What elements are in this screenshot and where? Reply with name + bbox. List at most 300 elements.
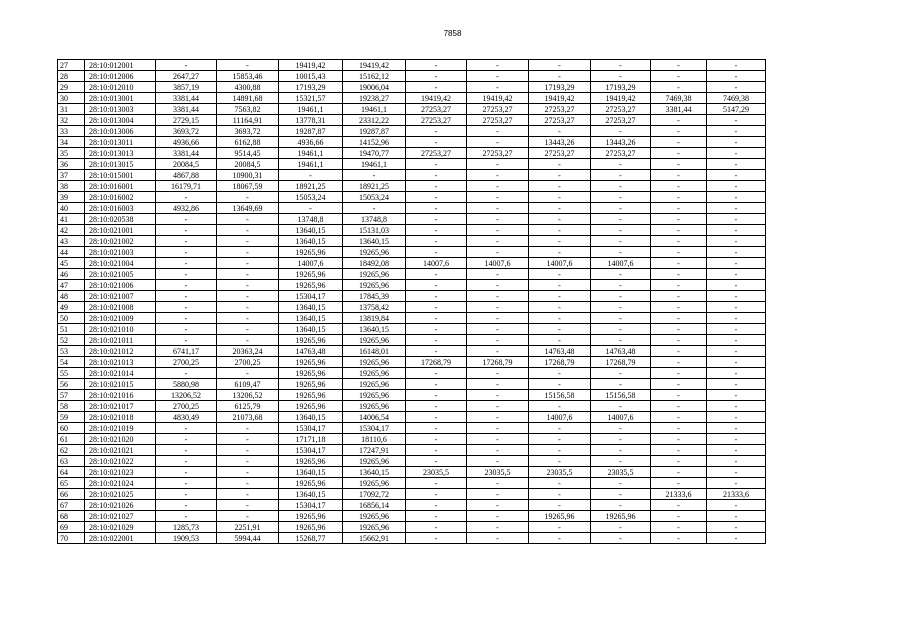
value-cell: 15131,03 — [343, 225, 406, 236]
value-cell: - — [406, 489, 467, 500]
value-cell: - — [217, 302, 279, 313]
value-cell: - — [217, 445, 279, 456]
value-cell: - — [707, 357, 766, 368]
value-cell: - — [467, 412, 529, 423]
value-cell: - — [707, 412, 766, 423]
value-cell: - — [217, 214, 279, 225]
cadastral-code-cell: 28:10:021026 — [85, 500, 156, 511]
value-cell: 1285,73 — [156, 522, 217, 533]
value-cell: - — [591, 489, 651, 500]
table-row — [58, 126, 766, 137]
value-cell: - — [467, 269, 529, 280]
value-cell: - — [467, 379, 529, 390]
value-cell: - — [217, 467, 279, 478]
value-cell: - — [467, 159, 529, 170]
value-cell: - — [467, 225, 529, 236]
value-cell: - — [406, 445, 467, 456]
value-cell: - — [529, 522, 591, 533]
value-cell: - — [529, 324, 591, 335]
value-cell: 18067,59 — [217, 181, 279, 192]
table-row — [58, 115, 766, 126]
value-cell: 13640,15 — [279, 313, 343, 324]
value-cell: 13748,8 — [343, 214, 406, 225]
row-number-cell: 45 — [58, 258, 85, 269]
value-cell: - — [529, 192, 591, 203]
value-cell: - — [707, 401, 766, 412]
value-cell: 4300,88 — [217, 82, 279, 93]
value-cell: - — [651, 291, 707, 302]
table-row — [58, 511, 766, 522]
value-cell: 21333,6 — [651, 489, 707, 500]
table-row — [58, 269, 766, 280]
value-cell: - — [467, 445, 529, 456]
value-cell: - — [529, 170, 591, 181]
value-cell: - — [467, 280, 529, 291]
value-cell: 19265,96 — [279, 379, 343, 390]
table-row — [58, 467, 766, 478]
value-cell: 4936,66 — [279, 137, 343, 148]
value-cell: 2251,91 — [217, 522, 279, 533]
value-cell: - — [707, 445, 766, 456]
value-cell: - — [651, 126, 707, 137]
value-cell: 14007,6 — [529, 258, 591, 269]
value-cell: 19265,96 — [343, 456, 406, 467]
value-cell: - — [591, 500, 651, 511]
cadastral-code-cell: 28:10:021014 — [85, 368, 156, 379]
value-cell: - — [707, 170, 766, 181]
value-cell: 15053,24 — [279, 192, 343, 203]
row-number-cell: 34 — [58, 137, 85, 148]
value-cell: 18492,08 — [343, 258, 406, 269]
cadastral-code-cell: 28:10:021024 — [85, 478, 156, 489]
value-cell: - — [217, 247, 279, 258]
value-cell: - — [651, 401, 707, 412]
value-cell: - — [467, 456, 529, 467]
value-cell: - — [343, 203, 406, 214]
value-cell: - — [529, 247, 591, 258]
table-body — [58, 60, 766, 544]
cadastral-code-cell: 28:10:021010 — [85, 324, 156, 335]
value-cell: 27253,27 — [529, 104, 591, 115]
value-cell: - — [529, 291, 591, 302]
value-cell: - — [707, 181, 766, 192]
value-cell: 27253,27 — [467, 104, 529, 115]
value-cell: - — [707, 467, 766, 478]
value-cell: 5880,98 — [156, 379, 217, 390]
value-cell: - — [707, 500, 766, 511]
value-cell: 19419,42 — [529, 93, 591, 104]
value-cell: 14007,6 — [591, 258, 651, 269]
value-cell: - — [406, 346, 467, 357]
table-row — [58, 280, 766, 291]
value-cell: 19006,04 — [343, 82, 406, 93]
row-number-cell: 58 — [58, 401, 85, 412]
value-cell: 27253,27 — [591, 104, 651, 115]
value-cell: 16179,71 — [156, 181, 217, 192]
value-cell: 14152,96 — [343, 137, 406, 148]
value-cell: - — [529, 181, 591, 192]
value-cell: 13748,8 — [279, 214, 343, 225]
value-cell: 6741,17 — [156, 346, 217, 357]
table-row — [58, 302, 766, 313]
table-row — [58, 401, 766, 412]
value-cell: - — [707, 236, 766, 247]
value-cell: 5994,44 — [217, 533, 279, 544]
value-cell: 4932,86 — [156, 203, 217, 214]
value-cell: - — [529, 500, 591, 511]
value-cell: 9514,45 — [217, 148, 279, 159]
value-cell: 19470,77 — [343, 148, 406, 159]
value-cell: - — [529, 456, 591, 467]
row-number-cell: 28 — [58, 71, 85, 82]
value-cell: 2729,15 — [156, 115, 217, 126]
value-cell: - — [707, 60, 766, 71]
value-cell: 27253,27 — [406, 115, 467, 126]
row-number-cell: 59 — [58, 412, 85, 423]
value-cell: - — [279, 170, 343, 181]
value-cell: 13640,15 — [279, 467, 343, 478]
value-cell: - — [651, 533, 707, 544]
value-cell: 14763,48 — [591, 346, 651, 357]
value-cell: - — [591, 192, 651, 203]
value-cell: - — [707, 434, 766, 445]
value-cell: 19265,96 — [279, 335, 343, 346]
value-cell: - — [591, 478, 651, 489]
value-cell: 3857,19 — [156, 82, 217, 93]
value-cell: - — [467, 247, 529, 258]
value-cell: 13640,15 — [279, 236, 343, 247]
value-cell: - — [156, 423, 217, 434]
row-number-cell: 48 — [58, 291, 85, 302]
value-cell: 19419,42 — [591, 93, 651, 104]
row-number-cell: 53 — [58, 346, 85, 357]
value-cell: 14007,6 — [406, 258, 467, 269]
value-cell: 13819,84 — [343, 313, 406, 324]
row-number-cell: 37 — [58, 170, 85, 181]
value-cell: - — [156, 269, 217, 280]
value-cell: - — [707, 335, 766, 346]
value-cell: - — [217, 324, 279, 335]
table-row — [58, 412, 766, 423]
value-cell: - — [217, 236, 279, 247]
table-row — [58, 291, 766, 302]
value-cell: - — [217, 489, 279, 500]
value-cell: 19265,96 — [343, 357, 406, 368]
value-cell: - — [467, 82, 529, 93]
value-cell: - — [591, 214, 651, 225]
value-cell: - — [651, 137, 707, 148]
row-number-cell: 64 — [58, 467, 85, 478]
value-cell: 13443,26 — [591, 137, 651, 148]
cadastral-code-cell: 28:10:012010 — [85, 82, 156, 93]
value-cell: - — [156, 302, 217, 313]
cadastral-code-cell: 28:10:021006 — [85, 280, 156, 291]
value-cell: - — [707, 368, 766, 379]
value-cell: - — [707, 126, 766, 137]
value-cell: 2700,25 — [217, 357, 279, 368]
value-cell: 6109,47 — [217, 379, 279, 390]
value-cell: - — [406, 434, 467, 445]
value-cell: 13640,15 — [279, 489, 343, 500]
row-number-cell: 43 — [58, 236, 85, 247]
value-cell: - — [651, 192, 707, 203]
value-cell: - — [217, 192, 279, 203]
value-cell: 17247,91 — [343, 445, 406, 456]
value-cell: - — [529, 71, 591, 82]
value-cell: - — [279, 203, 343, 214]
value-cell: - — [217, 291, 279, 302]
value-cell: 20084,5 — [217, 159, 279, 170]
table-row — [58, 478, 766, 489]
value-cell: 5147,29 — [707, 104, 766, 115]
value-cell: - — [651, 269, 707, 280]
value-cell: 15053,24 — [343, 192, 406, 203]
row-number-cell: 63 — [58, 456, 85, 467]
table-row — [58, 445, 766, 456]
value-cell: - — [156, 335, 217, 346]
value-cell: 17268,79 — [529, 357, 591, 368]
value-cell: - — [529, 401, 591, 412]
value-cell: - — [529, 335, 591, 346]
value-cell: - — [467, 60, 529, 71]
value-cell: 13640,15 — [279, 225, 343, 236]
value-cell: 21333,6 — [707, 489, 766, 500]
cadastral-code-cell: 28:10:021017 — [85, 401, 156, 412]
value-cell: 19265,96 — [591, 511, 651, 522]
value-cell: - — [156, 60, 217, 71]
cadastral-code-cell: 28:10:021004 — [85, 258, 156, 269]
value-cell: - — [651, 170, 707, 181]
value-cell: 17268,79 — [467, 357, 529, 368]
value-cell: 23035,5 — [467, 467, 529, 478]
cadastral-code-cell: 28:10:021012 — [85, 346, 156, 357]
cadastral-code-cell: 28:10:021019 — [85, 423, 156, 434]
value-cell: - — [651, 71, 707, 82]
cadastral-code-cell: 28:10:013011 — [85, 137, 156, 148]
value-cell: - — [651, 60, 707, 71]
value-cell: 13640,15 — [343, 236, 406, 247]
value-cell: - — [529, 313, 591, 324]
value-cell: 15304,17 — [279, 291, 343, 302]
row-number-cell: 27 — [58, 60, 85, 71]
cadastral-code-cell: 28:10:021022 — [85, 456, 156, 467]
value-cell: - — [406, 247, 467, 258]
value-cell: 18110,6 — [343, 434, 406, 445]
value-cell: 19265,96 — [279, 401, 343, 412]
value-cell: 15162,12 — [343, 71, 406, 82]
value-cell: - — [217, 60, 279, 71]
table-row — [58, 390, 766, 401]
cadastral-code-cell: 28:10:016002 — [85, 192, 156, 203]
value-cell: - — [467, 346, 529, 357]
value-cell: - — [591, 170, 651, 181]
value-cell: - — [217, 423, 279, 434]
value-cell: - — [467, 401, 529, 412]
value-cell: - — [217, 258, 279, 269]
row-number-cell: 40 — [58, 203, 85, 214]
value-cell: 18921,25 — [279, 181, 343, 192]
value-cell: - — [217, 225, 279, 236]
cadastral-code-cell: 28:10:013013 — [85, 148, 156, 159]
value-cell: - — [467, 236, 529, 247]
table-row — [58, 522, 766, 533]
value-cell: 15156,58 — [591, 390, 651, 401]
value-cell: - — [467, 511, 529, 522]
value-cell: - — [651, 247, 707, 258]
value-cell: - — [591, 522, 651, 533]
value-cell: - — [707, 313, 766, 324]
value-cell: - — [467, 434, 529, 445]
value-cell: 21073,68 — [217, 412, 279, 423]
value-cell: 3381,44 — [651, 104, 707, 115]
value-cell: - — [217, 280, 279, 291]
row-number-cell: 39 — [58, 192, 85, 203]
row-number-cell: 57 — [58, 390, 85, 401]
page-number: 7858 — [443, 29, 462, 38]
value-cell: - — [529, 302, 591, 313]
value-cell: 4867,88 — [156, 170, 217, 181]
value-cell: 19461,1 — [279, 148, 343, 159]
row-number-cell: 41 — [58, 214, 85, 225]
value-cell: - — [406, 335, 467, 346]
value-cell: 15304,17 — [279, 500, 343, 511]
value-cell: - — [707, 82, 766, 93]
value-cell: 19265,96 — [529, 511, 591, 522]
row-number-cell: 60 — [58, 423, 85, 434]
table-row — [58, 313, 766, 324]
cadastral-code-cell: 28:10:016003 — [85, 203, 156, 214]
value-cell: 23312,22 — [343, 115, 406, 126]
value-cell: - — [591, 60, 651, 71]
value-cell: - — [406, 170, 467, 181]
cadastral-code-cell: 28:10:021027 — [85, 511, 156, 522]
value-cell: 13778,31 — [279, 115, 343, 126]
value-cell: 2647,27 — [156, 71, 217, 82]
value-cell: - — [406, 379, 467, 390]
value-cell: - — [591, 225, 651, 236]
row-number-cell: 70 — [58, 533, 85, 544]
value-cell: - — [406, 82, 467, 93]
row-number-cell: 44 — [58, 247, 85, 258]
value-cell: - — [529, 280, 591, 291]
value-cell: - — [156, 324, 217, 335]
value-cell: 14007,6 — [467, 258, 529, 269]
value-cell: 27253,27 — [406, 104, 467, 115]
value-cell: 15304,17 — [279, 445, 343, 456]
value-cell: 19419,42 — [343, 60, 406, 71]
value-cell: - — [529, 203, 591, 214]
value-cell: - — [591, 291, 651, 302]
value-cell: - — [529, 60, 591, 71]
value-cell: - — [406, 324, 467, 335]
value-cell: 19265,96 — [279, 247, 343, 258]
table-row — [58, 434, 766, 445]
value-cell: 17268,79 — [591, 357, 651, 368]
value-cell: - — [707, 71, 766, 82]
value-cell: 17171,18 — [279, 434, 343, 445]
row-number-cell: 33 — [58, 126, 85, 137]
value-cell: - — [591, 126, 651, 137]
value-cell: - — [406, 159, 467, 170]
value-cell: - — [156, 280, 217, 291]
value-cell: - — [406, 423, 467, 434]
value-cell: 19265,96 — [279, 511, 343, 522]
value-cell: 6162,88 — [217, 137, 279, 148]
row-number-cell: 69 — [58, 522, 85, 533]
value-cell: 17845,39 — [343, 291, 406, 302]
value-cell: - — [707, 247, 766, 258]
value-cell: - — [467, 324, 529, 335]
value-cell: - — [651, 115, 707, 126]
value-cell: - — [467, 71, 529, 82]
value-cell: - — [591, 269, 651, 280]
table-row — [58, 335, 766, 346]
value-cell: 3381,44 — [156, 104, 217, 115]
cadastral-code-cell: 28:10:021003 — [85, 247, 156, 258]
value-cell: - — [156, 456, 217, 467]
value-cell: 17193,29 — [591, 82, 651, 93]
row-number-cell: 68 — [58, 511, 85, 522]
cadastral-code-cell: 28:10:015001 — [85, 170, 156, 181]
value-cell: - — [406, 302, 467, 313]
value-cell: - — [651, 478, 707, 489]
value-cell: - — [591, 324, 651, 335]
value-cell: - — [217, 511, 279, 522]
value-cell: 19265,96 — [343, 335, 406, 346]
cadastral-code-cell: 28:10:021013 — [85, 357, 156, 368]
value-cell: 16856,14 — [343, 500, 406, 511]
value-cell: 13206,52 — [156, 390, 217, 401]
value-cell: - — [156, 511, 217, 522]
value-cell: - — [406, 203, 467, 214]
value-cell: - — [651, 500, 707, 511]
value-cell: - — [467, 390, 529, 401]
value-cell: - — [651, 346, 707, 357]
value-cell: - — [591, 401, 651, 412]
value-cell: - — [406, 60, 467, 71]
value-cell: - — [707, 225, 766, 236]
value-cell: 1909,53 — [156, 533, 217, 544]
cadastral-code-cell: 28:10:013015 — [85, 159, 156, 170]
value-cell: - — [651, 302, 707, 313]
row-number-cell: 62 — [58, 445, 85, 456]
value-cell: 17092,72 — [343, 489, 406, 500]
value-cell: 20084,5 — [156, 159, 217, 170]
value-cell: 19461,1 — [279, 104, 343, 115]
value-cell: 13640,15 — [343, 467, 406, 478]
row-number-cell: 35 — [58, 148, 85, 159]
value-cell: - — [156, 313, 217, 324]
table-row — [58, 203, 766, 214]
row-number-cell: 65 — [58, 478, 85, 489]
value-cell: 6125,79 — [217, 401, 279, 412]
value-cell: - — [406, 137, 467, 148]
value-cell: - — [529, 445, 591, 456]
table-row — [58, 181, 766, 192]
table-row — [58, 423, 766, 434]
value-cell: 19265,96 — [343, 522, 406, 533]
value-cell: - — [406, 390, 467, 401]
value-cell: - — [707, 511, 766, 522]
value-cell: 2700,25 — [156, 357, 217, 368]
value-cell: - — [651, 280, 707, 291]
value-cell: - — [529, 159, 591, 170]
value-cell: 23035,5 — [529, 467, 591, 478]
value-cell: - — [651, 225, 707, 236]
value-cell: 7469,38 — [651, 93, 707, 104]
value-cell: - — [217, 335, 279, 346]
value-cell: - — [467, 181, 529, 192]
